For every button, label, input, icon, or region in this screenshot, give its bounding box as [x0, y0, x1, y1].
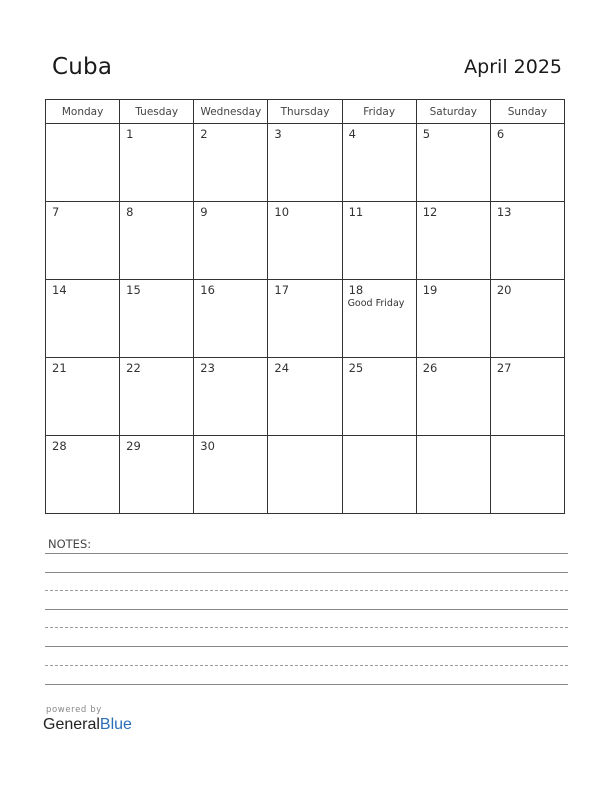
day-cell [46, 280, 120, 358]
day-number: 30 [200, 439, 215, 453]
day-cell [46, 358, 120, 436]
week-row [46, 358, 565, 436]
week-row [46, 202, 565, 280]
day-number: 7 [52, 205, 60, 219]
day-number [491, 436, 564, 439]
weekday-header: Tuesday [120, 100, 194, 124]
calendar-grid [45, 99, 565, 514]
day-number: 14 [52, 283, 67, 297]
week-row [46, 280, 565, 358]
day-cell [490, 124, 564, 202]
day-cell [46, 124, 120, 202]
weekday-header: Monday [46, 100, 120, 124]
day-number: 22 [126, 361, 141, 375]
notes-line [45, 665, 568, 666]
day-number: 8 [126, 205, 134, 219]
logo-text-general: General [43, 716, 100, 733]
day-cell [120, 436, 194, 514]
day-cell [194, 202, 268, 280]
powered-by-text: powered by [46, 705, 102, 715]
day-number [417, 436, 490, 439]
day-cell [342, 436, 416, 514]
day-cell [268, 358, 342, 436]
day-number: 28 [52, 439, 67, 453]
day-cell [46, 202, 120, 280]
country-title: Cuba [52, 54, 113, 80]
holiday-label: Good Friday [347, 298, 405, 309]
notes-line [45, 684, 568, 685]
day-number: 24 [274, 361, 290, 375]
day-cell [46, 436, 120, 514]
day-cell [490, 358, 564, 436]
day-cell [342, 124, 416, 202]
day-number: 29 [126, 439, 141, 453]
day-cell [416, 202, 490, 280]
logo-text-blue: Blue [99, 716, 132, 733]
weekday-header: Saturday [416, 100, 490, 124]
day-number: 21 [52, 361, 67, 375]
day-number [46, 124, 119, 127]
day-cell [268, 124, 342, 202]
week-row [46, 436, 565, 514]
day-number: 10 [274, 205, 290, 219]
day-cell [342, 280, 416, 358]
day-number: 6 [496, 127, 505, 141]
day-cell [342, 202, 416, 280]
day-cell [194, 280, 268, 358]
day-number: 19 [422, 283, 438, 297]
day-number: 2 [200, 127, 208, 141]
day-cell [194, 124, 268, 202]
day-number: 18 [348, 283, 364, 297]
day-cell [268, 202, 342, 280]
notes-line [45, 590, 568, 591]
notes-line [45, 572, 568, 573]
day-number: 13 [496, 205, 512, 219]
day-number: 20 [496, 283, 512, 297]
day-number: 25 [348, 361, 364, 375]
day-number [343, 436, 416, 439]
day-cell [194, 436, 268, 514]
day-number: 3 [274, 127, 282, 141]
notes-label: NOTES: [48, 537, 92, 551]
day-cell [416, 358, 490, 436]
day-cell [490, 280, 564, 358]
notes-line [45, 609, 568, 610]
day-cell [268, 280, 342, 358]
day-cell [120, 280, 194, 358]
day-number [268, 436, 341, 439]
day-cell [194, 358, 268, 436]
generalblue-logo[interactable] [43, 716, 132, 734]
weekday-header: Friday [342, 100, 416, 124]
day-number: 12 [422, 205, 438, 219]
weekday-header: Thursday [268, 100, 342, 124]
day-cell [490, 436, 564, 514]
day-number: 17 [274, 283, 290, 297]
weekday-header-row [46, 100, 565, 124]
weekday-header: Wednesday [194, 100, 268, 124]
day-number: 11 [348, 205, 364, 219]
day-number: 5 [422, 127, 431, 141]
day-cell [416, 124, 490, 202]
notes-line [45, 627, 568, 628]
day-number: 23 [200, 361, 215, 375]
month-year-title: April 2025 [464, 56, 562, 78]
day-cell [416, 436, 490, 514]
weekday-header: Sunday [490, 100, 564, 124]
day-number: 26 [422, 361, 438, 375]
day-number: 4 [348, 127, 356, 141]
day-cell [120, 358, 194, 436]
day-cell [490, 202, 564, 280]
day-number: 16 [200, 283, 215, 297]
day-cell [268, 436, 342, 514]
day-number: 1 [126, 127, 134, 141]
notes-line [45, 646, 568, 647]
day-cell [120, 124, 194, 202]
day-number: 15 [126, 283, 141, 297]
notes-line [45, 553, 568, 554]
day-number: 9 [200, 205, 208, 219]
day-cell [416, 280, 490, 358]
day-cell [342, 358, 416, 436]
week-row [46, 124, 565, 202]
day-cell [120, 202, 194, 280]
day-number: 27 [496, 361, 512, 375]
